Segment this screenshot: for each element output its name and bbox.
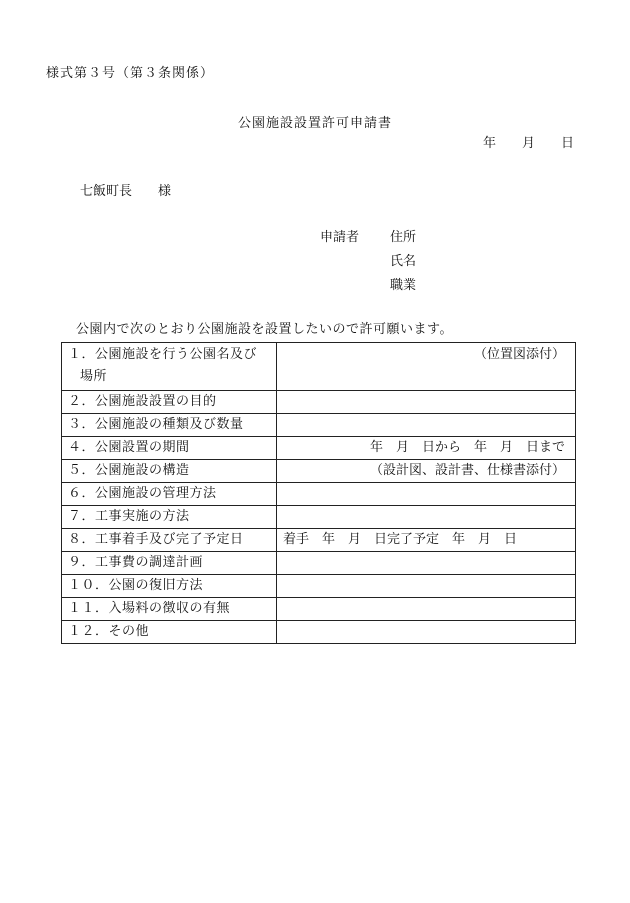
addressee-honorific: 様 [158, 184, 172, 199]
applicant-address-label: 住所 [390, 230, 417, 245]
document-title: 公園施設設置許可申請書 [237, 116, 392, 131]
row-label: ３．公園施設の種類及び数量 [62, 414, 277, 437]
row-value[interactable]: 着手 年 月 日完了予定 年 月 日 [277, 529, 576, 552]
applicant-occupation-label: 職業 [390, 278, 417, 293]
table-row [62, 621, 576, 644]
row-value[interactable] [277, 621, 576, 644]
intro-text: 公園内で次のとおり公園施設を設置したいので許可願います。 [76, 322, 453, 337]
table-row [62, 506, 576, 529]
row-value[interactable]: （設計図、設計書、仕様書添付） [277, 460, 576, 483]
table-row [62, 598, 576, 621]
row-label [62, 343, 277, 391]
table-row [62, 575, 576, 598]
row-label-line1: １．公園施設を行う公園名及び [68, 347, 258, 362]
row-label: ２．公園施設設置の目的 [62, 391, 277, 414]
row-label: ６．公園施設の管理方法 [62, 483, 277, 506]
date-year: 年 [482, 136, 496, 151]
row-label: １１．入場料の徴収の有無 [62, 598, 277, 621]
row-value[interactable] [277, 414, 576, 437]
row-value[interactable] [277, 483, 576, 506]
table-row [62, 529, 576, 552]
row-value[interactable] [277, 598, 576, 621]
row-value[interactable] [277, 552, 576, 575]
row-value[interactable] [277, 506, 576, 529]
row-label: ９．工事費の調達計画 [62, 552, 277, 575]
applicant-label: 申請者 [320, 230, 360, 245]
row-label: ５．公園施設の構造 [62, 460, 277, 483]
row-label-line2: 場所 [80, 369, 108, 384]
row-value[interactable]: （位置図添付） [277, 343, 576, 391]
table-row [62, 414, 576, 437]
table-row [62, 437, 576, 460]
row-label: １２．その他 [62, 621, 277, 644]
table-row [62, 343, 576, 391]
row-value[interactable]: 年 月 日から 年 月 日まで [277, 437, 576, 460]
addressee-name: 七飯町長 [80, 184, 133, 199]
table-row [62, 552, 576, 575]
row-label: ７．工事実施の方法 [62, 506, 277, 529]
row-label: ８．工事着手及び完了予定日 [62, 529, 277, 552]
application-table [61, 342, 576, 644]
date-month: 月 [521, 136, 535, 151]
date-line [457, 136, 574, 152]
applicant-name-label: 氏名 [390, 254, 417, 269]
form-number: 様式第３号（第３条関係） [46, 66, 215, 81]
table-row [62, 483, 576, 506]
row-value[interactable] [277, 575, 576, 598]
row-label: ４．公園設置の期間 [62, 437, 277, 460]
date-day: 日 [560, 136, 574, 151]
table-row [62, 391, 576, 414]
table-row [62, 460, 576, 483]
row-label: １０．公園の復旧方法 [62, 575, 277, 598]
row-value[interactable] [277, 391, 576, 414]
addressee [80, 184, 171, 200]
